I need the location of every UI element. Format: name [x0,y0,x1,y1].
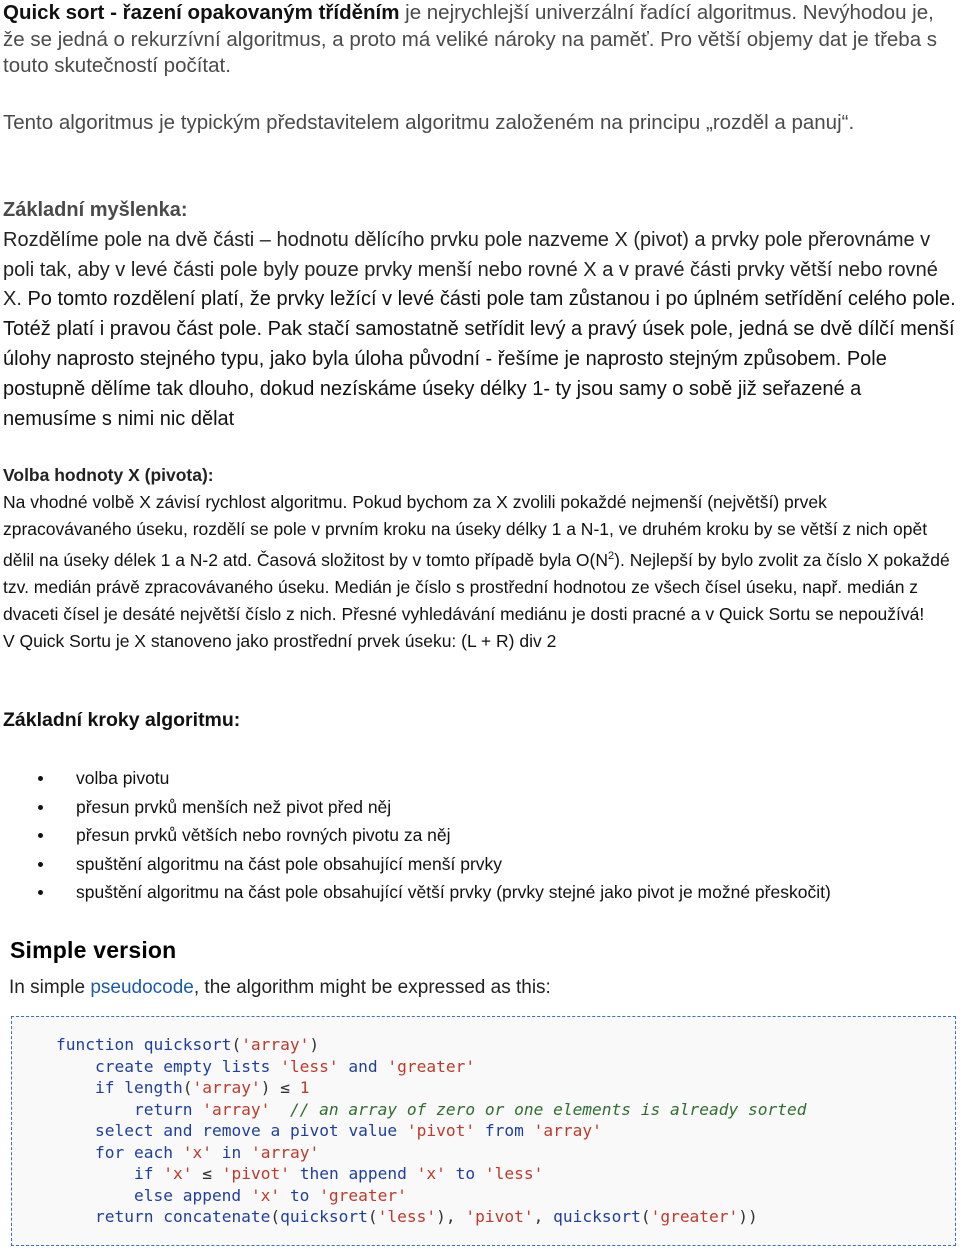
list-item: přesun prvků větších nebo rovných pivotu za něj [0,821,960,850]
pivot-sup: 2 [608,550,615,562]
code-line: create empty lists 'less' and 'greater' [94,1056,476,1076]
basic-idea-heading: Základní myšlenka: [3,199,188,221]
basic-idea-text-a: Rozdělíme pole na dvě části – hodnotu dělícího prvku pole nazveme X (pivot) a prvky pole přerovnáme v poli tak, aby v levé části pole byly pouze prvky menší nebo rovné X a v pravé části prvky větší nebo rovné X. [3,228,938,311]
code-line: function quicksort('array') [56,1035,320,1054]
divide-conquer-paragraph: Tento algoritmus je typickým představitelem algoritmu založeném na principu „rozděl a panuj“. [3,111,855,134]
list-item: přesun prvků menších než pivot před něj [0,793,960,822]
bullet-icon [38,862,43,867]
simple-version-subtitle: In simple pseudocode, the algorithm might be expressed as this: [9,977,551,998]
pivot-text-a: Na vhodné volbě X závisí rychlost algoritmu. Pokud bychom za X zvolili pokaždé nejmenší (největší) prvek zpracovávaného úseku, rozdělí se pole v prvním kroku na úseky délky 1 a N-1, ve druhém kroku by se větší z nich opět dělil na úseky délek 1 a N-2 atd. Časová složitost by v tomto případě byla O(N [3,492,928,570]
list-item: volba pivotu [0,764,960,793]
basic-idea-section [3,196,958,434]
code-line: if length('array') ≤ 1 [94,1078,310,1097]
bullet-icon [38,776,43,781]
pivot-heading: Volba hodnoty X (pivota): [3,465,214,485]
pseudocode-link[interactable]: pseudocode [90,977,194,998]
code-line: return concatenate(quicksort('less'), 'pivot', quicksort('greater')) [94,1207,758,1226]
simple-version-title: Simple version [10,937,177,963]
pivot-text-b: ). Nejlepší by bylo zvolit za číslo X pokaždé tzv. medián právě zpracovávaného úseku. Medián je číslo s prostřední hodnotou ze všech čísel úseku, např. medián z dvaceti čísel je desáté největší číslo z nich. Přesné vyhledávání mediánu je dosti pracné a v Quick Sortu se nepoužívá! [3,549,950,624]
pivot-section [3,462,958,655]
code-line: return 'array' // an array of zero or one elements is already sorted [133,1099,807,1119]
intro-lead-bold: Quick sort - řazení opakovaným tříděním [3,1,400,24]
bullet-icon [38,805,43,810]
steps-heading: Základní kroky algoritmu: [3,709,241,731]
code-line: for each 'x' in 'array' [94,1142,320,1162]
bullet-icon [38,890,43,895]
list-item: spuštění algoritmu na část pole obsahující větší prvky (prvky stejné jako pivot je možné přeskočit) [0,878,960,907]
bullet-icon [38,833,43,838]
code-line: else append 'x' to 'greater' [133,1185,407,1205]
pseudocode-block [56,1034,806,1228]
steps-list [0,764,960,907]
basic-idea-text-b: Po tomto rozdělení platí, že prvky ležící v levé části pole tam zůstanou i po úplném setřídění celého pole. Totéž platí i pravou část pole. Pak stačí samostatně setřídit levý a pravý úsek pole, jedná se dvě dílčí menší úlohy naprosto stejného typu, jako byla úloha původní - řešíme je naprosto stejným způsobem. Pole postupně dělíme tak dlouho, dokud nezískáme úseky délky 1- ty jsou samy o sobě již seřazené a nemusíme s nimi nic dělat [3,288,956,430]
code-line: if 'x' ≤ 'pivot' then append 'x' to 'less' [133,1164,544,1183]
code-line: select and remove a pivot value 'pivot' from 'array' [94,1121,602,1140]
intro-lead-rest: je nejrychlejší univerzální řadící algoritmus. Nevýhodou je, že se jedná o rekurzívní algoritmus, a proto má veliké nároky na paměť. Pro větší objemy dat je třeba s touto skutečností počítat. [3,1,938,77]
intro-paragraph [3,0,958,80]
pivot-text-c: V Quick Sortu je X stanoveno jako prostřední prvek úseku: (L + R) div 2 [3,630,557,651]
pseudocode-box [11,1016,956,1246]
list-item: spuštění algoritmu na část pole obsahující menší prvky [0,850,960,879]
